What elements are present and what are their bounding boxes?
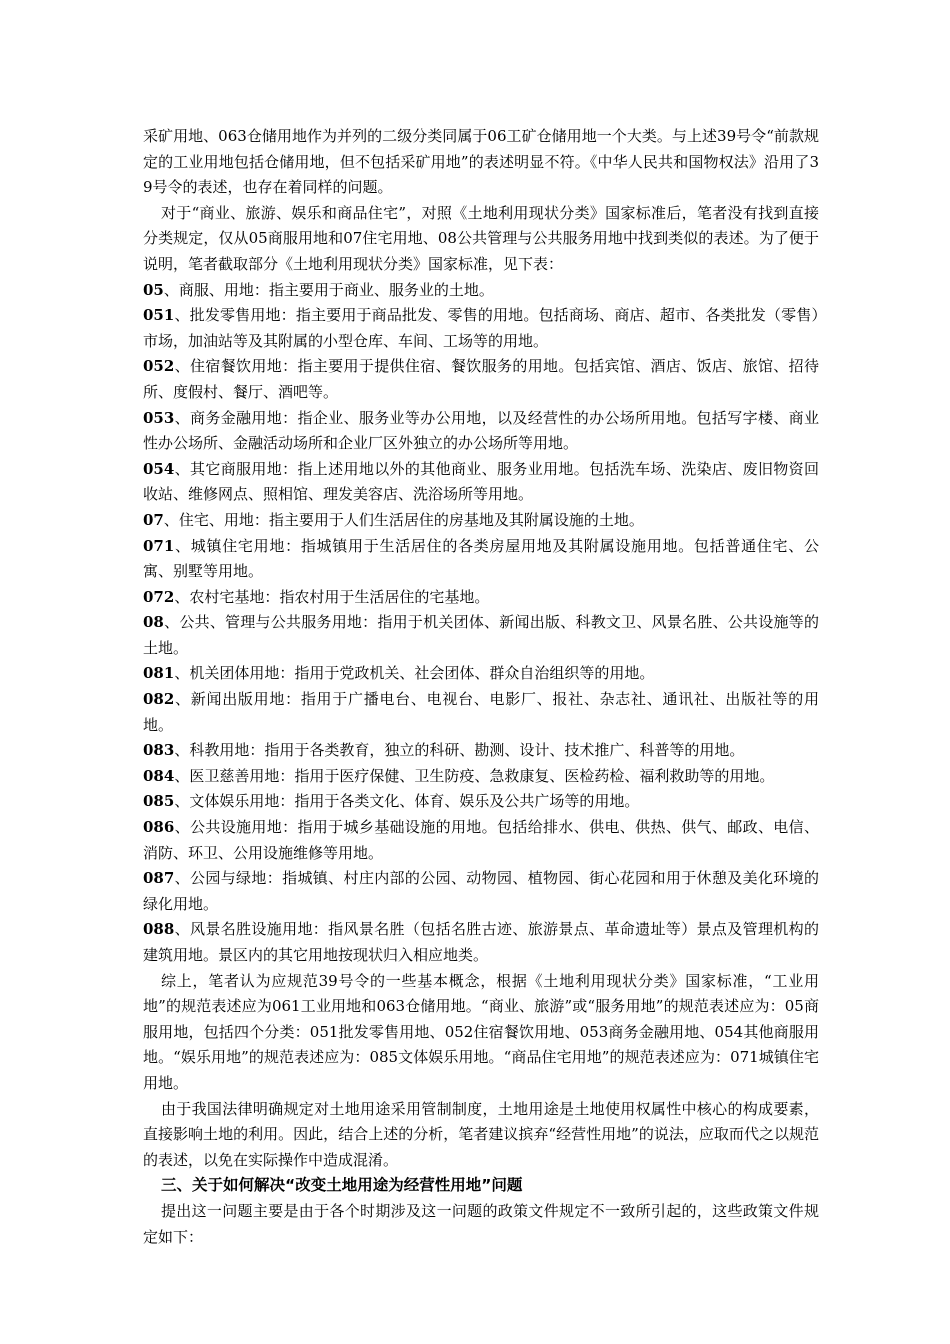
category-text: 、公园与绿地：指城镇、村庄内部的公园、动物园、植物园、街心花园和用于休憩及美化环境的绿化用地。	[143, 869, 819, 913]
category-text: 、批发零售用地：指主要用于商品批发、零售的用地。包括商场、商店、超市、各类批发（零售）市场，加油站等及其附属的小型仓库、车间、工场等的用地。	[143, 306, 819, 350]
category-entry	[143, 534, 819, 585]
category-entry	[143, 738, 819, 764]
category-code: 087	[143, 869, 175, 888]
land-category-list	[143, 278, 819, 969]
category-code: 08	[143, 613, 164, 632]
category-entry	[143, 278, 819, 304]
category-entry	[143, 789, 819, 815]
category-entry	[143, 687, 819, 738]
category-text: 、商服、用地：指主要用于商业、服务业的土地。	[163, 280, 494, 299]
category-entry	[143, 866, 819, 917]
category-code: 071	[143, 536, 175, 555]
paragraph-final: 提出这一问题主要是由于各个时期涉及这一问题的政策文件规定不一致所引起的，这些政策文件规定如下：	[143, 1201, 819, 1246]
category-entry	[143, 585, 819, 611]
category-text: 、机关团体用地：指用于党政机关、社会团体、群众自治组织等的用地。	[174, 664, 655, 683]
category-entry	[143, 917, 819, 968]
category-code: 07	[143, 510, 164, 529]
category-entry	[143, 815, 819, 866]
category-text: 、城镇住宅用地：指城镇用于生活居住的各类房屋用地及其附属设施用地。包括普通住宅、公寓、别墅等用地。	[143, 536, 819, 581]
category-code: 05	[143, 280, 164, 299]
category-code: 083	[143, 741, 175, 760]
category-entry	[143, 354, 819, 405]
category-text: 、公共、管理与公共服务用地：指用于机关团体、新闻出版、科教文卫、风景名胜、公共设施等的土地。	[143, 613, 819, 657]
category-code: 051	[143, 306, 175, 325]
category-code: 086	[143, 818, 175, 837]
category-code: 054	[143, 459, 175, 478]
category-code: 082	[143, 690, 175, 709]
category-text: 、新闻出版用地：指用于广播电台、电视台、电影厂、报社、杂志社、通讯社、出版社等的用地。	[143, 690, 819, 734]
category-code: 088	[143, 920, 175, 939]
category-text: 、住宅、用地：指主要用于人们生活居住的房基地及其附属设施的土地。	[163, 510, 644, 529]
category-code: 072	[143, 587, 175, 606]
category-entry	[143, 303, 819, 354]
category-code: 081	[143, 664, 175, 683]
category-code: 084	[143, 766, 175, 785]
category-entry	[143, 508, 819, 534]
category-text: 、科教用地：指用于各类教育，独立的科研、勘测、设计、技术推广、科普等的用地。	[174, 741, 745, 760]
document-body	[143, 124, 819, 1250]
category-text: 、其它商服用地：指上述用地以外的其他商业、服务业用地。包括洗车场、洗染店、废旧物资回收站、维修网点、照相馆、理发美容店、洗浴场所等用地。	[143, 459, 819, 504]
category-entry	[143, 764, 819, 790]
paragraph-summary: 综上，笔者认为应规范39号令的一些基本概念，根据《土地利用现状分类》国家标准，“工业用地”的规范表述应为061工业用地和063仓储用地。“商业、旅游”或“服务用地”的规范表述应为：05商服用地，包括四个分类：051批发零售用地、052住宿餐饮用地、053商务金融用地、054其他商服用地。“娱乐用地”的规范表述应为：085文体娱乐用地。“商品住宅用地”的规范表述应为：071城镇住宅用地。	[143, 971, 819, 1092]
category-entry	[143, 406, 819, 457]
category-code: 053	[143, 408, 175, 427]
category-text: 、文体娱乐用地：指用于各类文化、体育、娱乐及公共广场等的用地。	[174, 792, 640, 811]
category-text: 、商务金融用地：指企业、服务业等办公用地，以及经营性的办公场所用地。包括写字楼、商业性办公场所、金融活动场所和企业厂区外独立的办公场所等用地。	[143, 408, 819, 453]
category-entry	[143, 610, 819, 661]
category-code: 052	[143, 357, 175, 376]
paragraph-commerce: 对于“商业、旅游、娱乐和商品住宅”，对照《土地利用现状分类》国家标准后，笔者没有找到直接分类规定，仅从05商服用地和07住宅用地、08公共管理与公共服务用地中找到类似的表述。为了便于说明，笔者截取部分《土地利用现状分类》国家标准，见下表：	[143, 203, 819, 273]
category-text: 、公共设施用地：指用于城乡基础设施的用地。包括给排水、供电、供热、供气、邮政、电信、消防、环卫、公用设施维修等用地。	[143, 818, 819, 862]
category-code: 085	[143, 792, 175, 811]
paragraph-intro: 采矿用地、063仓储用地作为并列的二级分类同属于06工矿仓储用地一个大类。与上述39号令“前款规定的工业用地包括仓储用地，但不包括采矿用地”的表述明显不符。《中华人民共和国物权法》沿用了39号令的表述，也存在着同样的问题。	[143, 127, 819, 197]
category-entry	[143, 457, 819, 508]
section-heading: 三、关于如何解决“改变土地用途为经营性用地”问题	[161, 1176, 523, 1195]
category-text: 、医卫慈善用地：指用于医疗保健、卫生防疫、急救康复、医检药检、福利救助等的用地。	[174, 766, 775, 785]
category-text: 、农村宅基地：指农村用于生活居住的宅基地。	[174, 587, 490, 606]
category-text: 、住宿餐饮用地：指主要用于提供住宿、餐饮服务的用地。包括宾馆、酒店、饭店、旅馆、招待所、度假村、餐厅、酒吧等。	[143, 357, 819, 401]
category-entry	[143, 661, 819, 687]
category-text: 、风景名胜设施用地：指风景名胜（包括名胜古迹、旅游景点、革命遗址等）景点及管理机构的建筑用地。景区内的其它用地按现状归入相应地类。	[143, 920, 819, 964]
paragraph-suggestion: 由于我国法律明确规定对土地用途采用管制制度，土地用途是土地使用权属性中核心的构成要素，直接影响土地的利用。因此，结合上述的分析，笔者建议摈弃“经营性用地”的说法，应取而代之以规范的表述，以免在实际操作中造成混淆。	[143, 1099, 819, 1169]
